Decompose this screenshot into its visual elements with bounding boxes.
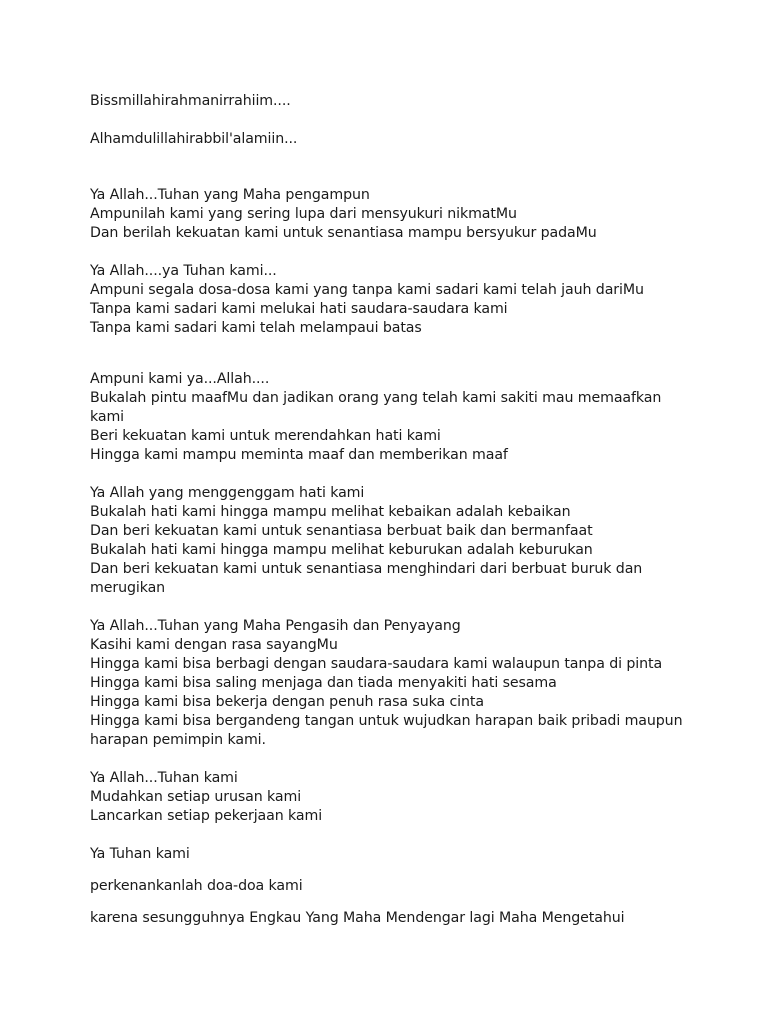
text-line: Bukalah pintu maafMu dan jadikan orang yang telah kami sakiti mau memaafkan [90, 390, 662, 406]
text-line: Hingga kami bisa berbagi dengan saudara-saudara kami walaupun tanpa di pinta [90, 656, 663, 672]
paragraph-grant [90, 877, 690, 896]
paragraph-praise [90, 130, 690, 149]
text-line: Ya Allah....ya Tuhan kami... [90, 263, 277, 279]
text-line: Tanpa kami sadari kami melukai hati saudara-saudara kami [90, 301, 508, 317]
text-line: Dan beri kekuatan kami untuk senantiasa berbuat baik dan bermanfaat [90, 523, 593, 539]
paragraph-compassion [90, 617, 690, 750]
paragraph-lord [90, 845, 690, 864]
paragraph-ease [90, 769, 690, 826]
text-line: Mudahkan setiap urusan kami [90, 789, 302, 805]
text-line: Alhamdulillahirabbil'alamiin... [90, 131, 298, 147]
text-line: Lancarkan setiap pekerjaan kami [90, 808, 323, 824]
text-line: Hingga kami bisa bergandeng tangan untuk wujudkan harapan baik pribadi maupun [90, 713, 683, 729]
text-line: harapan pemimpin kami. [90, 732, 266, 748]
paragraph-closing [90, 909, 690, 928]
text-line: Ampuni kami ya...Allah.... [90, 371, 270, 387]
text-line: Ya Allah...Tuhan kami [90, 770, 238, 786]
text-line: Hingga kami bisa saling menjaga dan tiada menyakiti hati sesama [90, 675, 557, 691]
paragraph-mercy [90, 370, 690, 465]
paragraph-forgiveness [90, 186, 690, 243]
text-line: Ampuni segala dosa-dosa kami yang tanpa kami sadari kami telah jauh dariMu [90, 282, 644, 298]
text-line: karena sesungguhnya Engkau Yang Maha Mendengar lagi Maha Mengetahui [90, 910, 625, 926]
text-line: Dan berilah kekuatan kami untuk senantiasa mampu bersyukur padaMu [90, 225, 597, 241]
text-line: Ya Allah...Tuhan yang Maha pengampun [90, 187, 370, 203]
text-line: Tanpa kami sadari kami telah melampaui batas [90, 320, 422, 336]
text-line: perkenankanlah doa-doa kami [90, 878, 303, 894]
text-line: Hingga kami mampu meminta maaf dan memberikan maaf [90, 447, 508, 463]
text-line: Bukalah hati kami hingga mampu melihat kebaikan adalah kebaikan [90, 504, 571, 520]
text-line: kami [90, 409, 125, 425]
text-line: Bukalah hati kami hingga mampu melihat keburukan adalah keburukan [90, 542, 593, 558]
text-line: Beri kekuatan kami untuk merendahkan hati kami [90, 428, 441, 444]
paragraph-opening [90, 92, 690, 111]
text-line: Ya Tuhan kami [90, 846, 190, 862]
text-line: Ya Allah yang menggenggam hati kami [90, 485, 365, 501]
paragraph-sins [90, 262, 690, 338]
text-line: Bissmillahirahmanirrahiim.... [90, 93, 291, 109]
text-line: Ya Allah...Tuhan yang Maha Pengasih dan Penyayang [90, 618, 461, 634]
paragraph-heart [90, 484, 690, 598]
text-line: Ampunilah kami yang sering lupa dari mensyukuri nikmatMu [90, 206, 517, 222]
text-line: Kasihi kami dengan rasa sayangMu [90, 637, 338, 653]
text-line: Hingga kami bisa bekerja dengan penuh rasa suka cinta [90, 694, 484, 710]
text-line: merugikan [90, 580, 166, 596]
text-line: Dan beri kekuatan kami untuk senantiasa menghindari dari berbuat buruk dan [90, 561, 643, 577]
